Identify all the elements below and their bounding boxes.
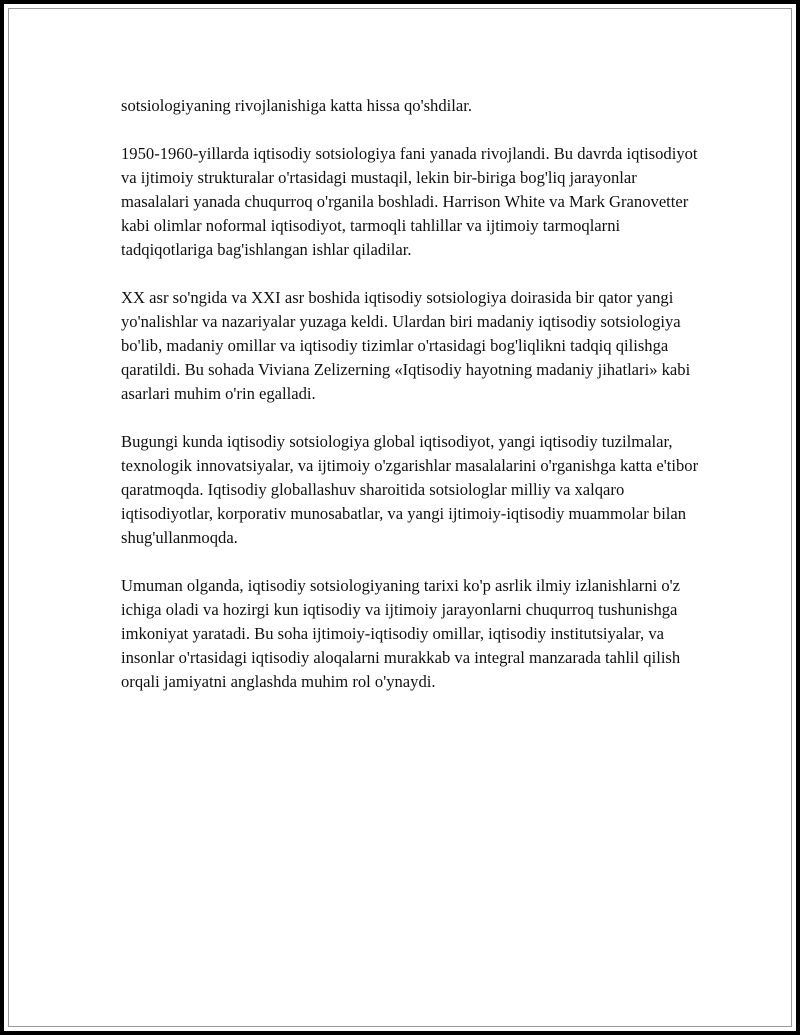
paragraph-5: Umuman olganda, iqtisodiy sotsiologiyaning tarixi ko'p asrlik ilmiy izlanishlarni o'z ichiga oladi va hozirgi kun iqtisodiy va ijtimoiy jarayonlarni chuqurroq tushunishga imkoniyat yaratadi. Bu soha ijtimoiy-iqtisodiy omillar, iqtisodiy institutsiyalar, va insonlar o'rtasidagi iqtisodiy aloqalarni murakkab va integral manzarada tahlil qilish orqali jamiyatni anglashda muhim rol o'ynaydi. [121,576,681,691]
paragraph-4: Bugungi kunda iqtisodiy sotsiologiya global iqtisodiyot, yangi iqtisodiy tuzilmalar, texnologik innovatsiyalar, va ijtimoiy o'zgarishlar masalalarini o'rganishga katta e'tibor qaratmoqda. Iqtisodiy globallashuv sharoitida sotsiologlar milliy va xalqaro iqtisodiyotlar, korporativ munosabatlar, va yangi ijtimoiy-iqtisodiy muammolar bilan shug'ullanmoqda. [121,432,699,547]
paragraph-3: XX asr so'ngida va XXI asr boshida iqtisodiy sotsiologiya doirasida bir qator yangi yo'nalishlar va nazariyalar yuzaga keldi. Ulardan biri madaniy iqtisodiy sotsiologiya bo'lib, madaniy omillar va iqtisodiy tizimlar o'rtasidagi bog'liqlikni tadqiq qilishga qaratildi. Bu sohada Viviana Zelizerning «Iqtisodiy hayotning madaniy jihatlari» kabi asarlari muhim o'rin egalladi. [121,288,691,403]
document-body [121,94,706,718]
paragraph-2: 1950-1960-yillarda iqtisodiy sotsiologiya fani yanada rivojlandi. Bu davrda iqtisodiyot va ijtimoiy strukturalar o'rtasidagi mustaqil, lekin bir-biriga bog'liq jarayonlar masalalari yanada chuqurroq o'rganila boshladi. Harrison White va Mark Granovetter kabi olimlar noformal iqtisodiyot, tarmoqli tahlillar va ijtimoiy tarmoqlarni tadqiqotlariga bag'ishlangan ishlar qiladilar. [121,144,698,259]
paragraph-1: sotsiologiyaning rivojlanishiga katta hissa qo'shdilar. [121,96,472,115]
